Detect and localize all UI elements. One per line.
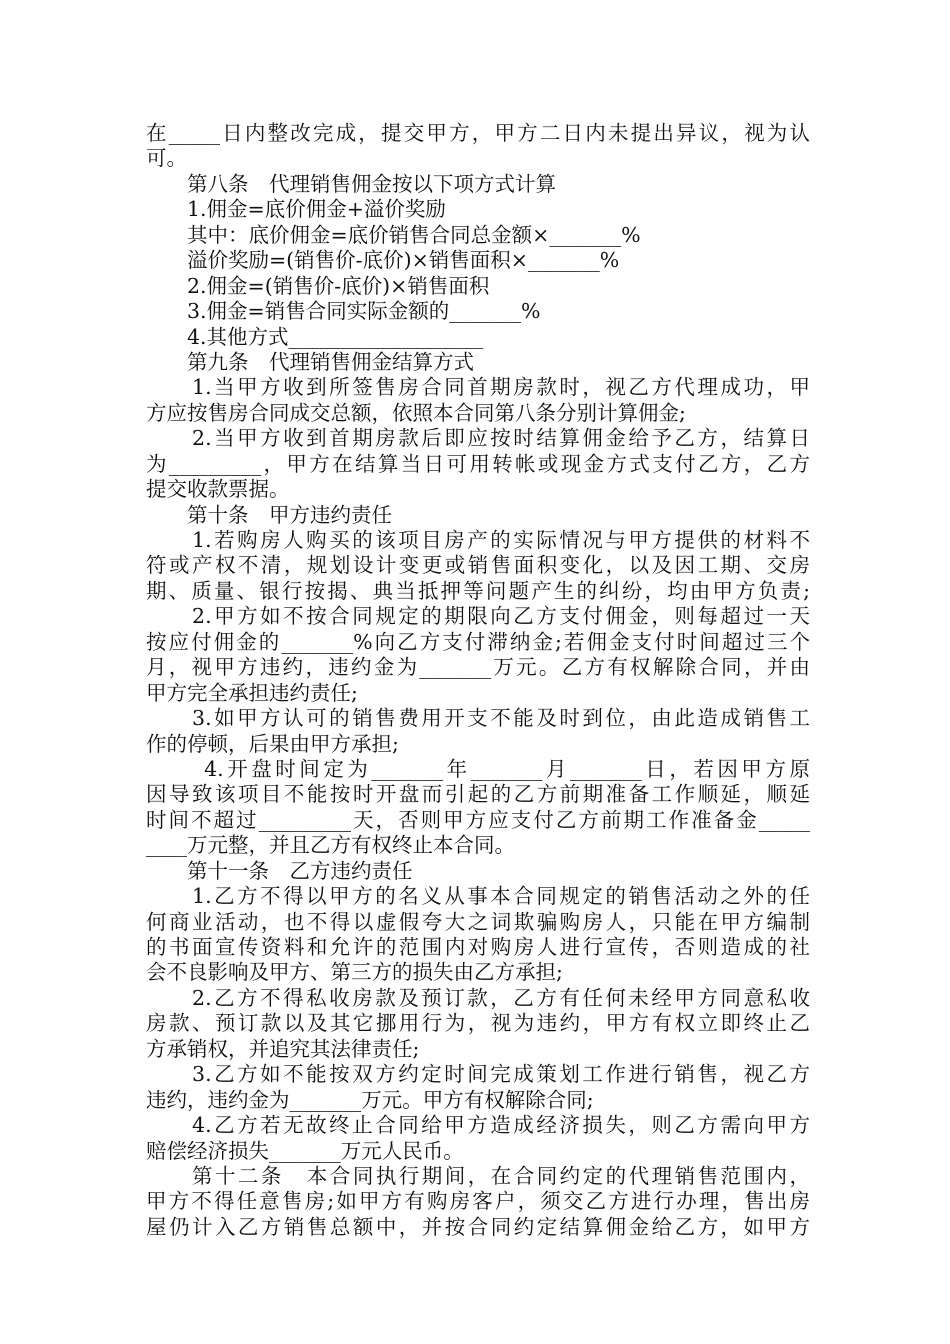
text-line: 1.当甲方收到所签售房合同首期房款时，视乙方代理成功，甲	[146, 375, 810, 400]
text-line: 2.乙方不得私收房款及预订款，乙方有任何未经甲方同意私收	[146, 985, 810, 1010]
text-line: 3.乙方如不能按双方约定时间完成策划工作进行销售，视乙方	[146, 1062, 810, 1087]
text-line: 违约，违约金为_______万元。甲方有权解除合同;	[146, 1087, 594, 1112]
text-line: 为_________，甲方在结算当日可用转帐或现金方式支付乙方，乙方	[146, 451, 810, 476]
text-line: 屋仍计入乙方销售总额中，并按合同约定结算佣金给乙方，如甲方	[146, 1214, 810, 1239]
text-line: 2.当甲方收到首期房款后即应按时结算佣金给予乙方，结算日	[146, 426, 810, 451]
text-line: 提交收款票据。	[146, 477, 290, 502]
text-line: 第九条 代理销售佣金结算方式	[146, 349, 474, 374]
text-line: 1.乙方不得以甲方的名义从事本合同规定的销售活动之外的任	[146, 884, 810, 909]
text-line: 月，视甲方违约，违约金为_______万元。乙方有权解除合同，并由	[146, 655, 810, 680]
text-line: 第十二条 本合同执行期间，在合同约定的代理销售范围内，	[146, 1163, 810, 1188]
text-line: 符或产权不清，规划设计变更或销售面积变化，以及因工期、交房	[146, 553, 810, 578]
text-line: 房款、预订款以及其它挪用行为，视为违约，甲方有权立即终止乙	[146, 1011, 810, 1036]
text-line: 可。	[146, 146, 187, 171]
text-line: 1.佣金=底价佣金+溢价奖励	[146, 197, 446, 222]
text-line: 4.开盘时间定为_______年_______月_______日，若因甲方原	[146, 756, 810, 781]
text-line: 4.其他方式___________________	[146, 324, 484, 349]
text-line: 第十一条 乙方违约责任	[146, 858, 413, 883]
text-line: 第八条 代理销售佣金按以下项方式计算	[146, 171, 556, 196]
text-line: 4.乙方若无故终止合同给甲方造成经济损失，则乙方需向甲方	[146, 1113, 810, 1138]
text-line: 溢价奖励=(销售价-底价)×销售面积×_______%	[146, 248, 620, 273]
text-line: 甲方完全承担违约责任;	[146, 680, 358, 705]
text-line: 方应按售房合同成交总额，依照本合同第八条分别计算佣金;	[146, 400, 686, 425]
text-line: 其中：底价佣金=底价销售合同总金额×_______%	[146, 222, 641, 247]
text-line: 1.若购房人购买的该项目房产的实际情况与甲方提供的材料不	[146, 528, 810, 552]
text-line: 第十条 甲方违约责任	[146, 502, 392, 527]
text-line: 在_____日内整改完成，提交甲方，甲方二日内未提出异议，视为认	[146, 121, 810, 145]
text-line: 的书面宣传资料和允许的范围内对购房人进行宣传，否则造成的社	[146, 935, 810, 959]
text-line: 2.佣金=(销售价-底价)×销售面积	[146, 273, 490, 298]
text-line: 3.如甲方认可的销售费用开支不能及时到位，由此造成销售工	[146, 706, 810, 731]
text-line: 方承销权，并追究其法律责任;	[146, 1036, 420, 1061]
text-line: 作的停顿，后果由甲方承担;	[146, 731, 399, 756]
text-line: 按应付佣金的_______%向乙方支付滞纳金;若佣金支付时间超过三个	[146, 629, 810, 654]
text-line: 期、质量、银行按揭、典当抵押等问题产生的纠纷，均由甲方负责;	[146, 578, 810, 603]
text-line: 赔偿经济损失_______万元人民币。	[146, 1138, 464, 1163]
text-line: 2.甲方如不按合同规定的期限向乙方支付佣金，则每超过一天	[146, 604, 810, 629]
contract-text-body	[146, 121, 810, 1240]
text-line: 何商业活动，也不得以虚假夸大之词欺骗购房人，只能在甲方编制	[146, 909, 810, 934]
text-line: ____万元整，并且乙方有权终止本合同。	[146, 833, 515, 858]
text-line: 甲方不得任意售房;如甲方有购房客户，须交乙方进行办理，售出房	[146, 1189, 810, 1214]
text-line: 时间不超过_________天，否则甲方应支付乙方前期工作准备金_____	[146, 807, 810, 832]
text-line: 因导致该项目不能按时开盘而引起的乙方前期准备工作顺延，顺延	[146, 782, 810, 807]
text-line: 3.佣金=销售合同实际金额的_______%	[146, 299, 541, 324]
text-line: 会不良影响及甲方、第三方的损失由乙方承担;	[146, 960, 563, 985]
